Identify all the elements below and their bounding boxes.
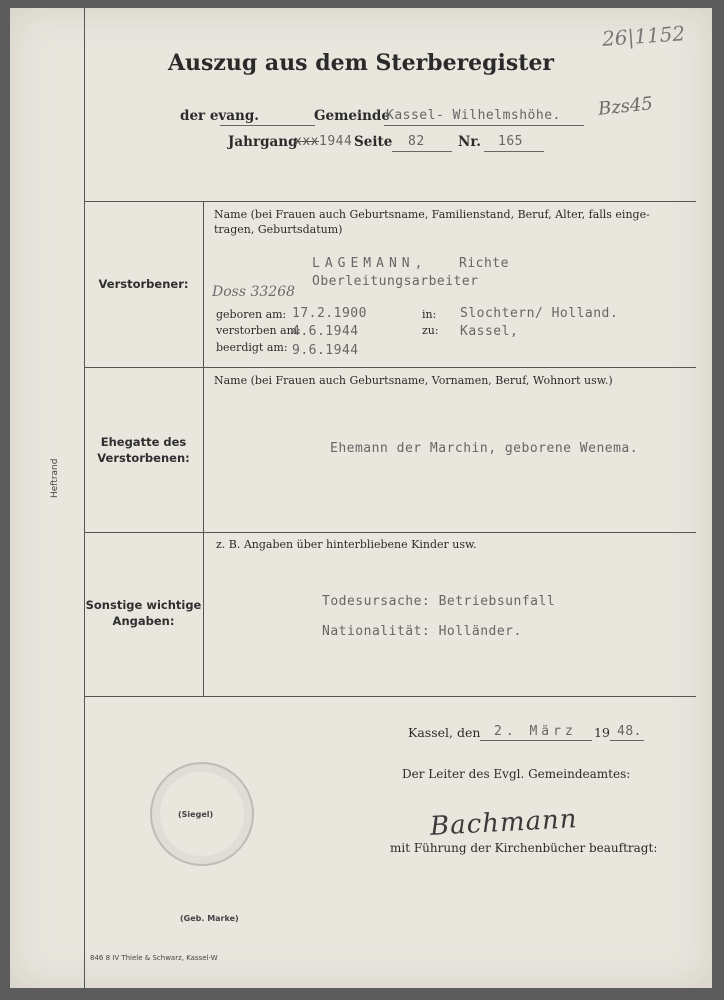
verstorbener-label: Verstorbener:: [98, 277, 189, 291]
zu-value: Kassel,: [460, 324, 519, 339]
verstorbener-hint-line1: Name (bei Frauen auch Geburtsname, Familienstand, Beruf, Alter, falls einge-: [214, 208, 650, 221]
date-day-month: 2. März: [494, 724, 577, 739]
seite-label: Seite: [354, 134, 393, 150]
zu-label: zu:: [422, 324, 439, 337]
sonstige-hint: z. B. Angaben über hinterbliebene Kinder usw.: [216, 538, 477, 551]
evang-underline: [220, 125, 315, 126]
date-underline: [480, 740, 592, 741]
verstorben-value: 4.6.1944: [292, 324, 359, 339]
sonstige-label-line1: Sonstige wichtige: [85, 598, 202, 612]
year-prefix: 19: [594, 725, 610, 740]
gemeinde-label: Gemeinde: [314, 108, 390, 124]
seal-label: (Siegel): [178, 810, 214, 819]
sonstige-label-line2: Angaben:: [112, 614, 175, 628]
seite-value: 82: [408, 134, 425, 149]
mandate-line: mit Führung der Kirchenbücher beauftragt:: [390, 841, 658, 855]
document-title: Auszug aus dem Sterberegister: [167, 50, 555, 76]
row-divider-2: [84, 532, 696, 533]
row-divider-1: [84, 367, 696, 368]
geboren-label: geboren am:: [216, 308, 287, 321]
place-date-prefix: Kassel, den: [408, 725, 481, 740]
sonstige-line2: Nationalität: Holländer.: [322, 624, 522, 639]
jahrgang-struck: xxx: [294, 134, 319, 149]
ehegatte-hint: Name (bei Frauen auch Geburtsname, Vornamen, Beruf, Wohnort usw.): [214, 374, 613, 387]
leader-line: Der Leiter des Evgl. Gemeindeamtes:: [402, 767, 631, 781]
table-top-border: [84, 201, 696, 202]
evang-label: der evang.: [180, 108, 259, 124]
beerdigt-label: beerdigt am:: [216, 341, 288, 354]
gemeinde-underline: [384, 125, 584, 126]
in-value: Slochtern/ Holland.: [460, 306, 619, 321]
geboren-value: 17.2.1900: [292, 306, 367, 321]
signature: Bachmann: [429, 804, 579, 842]
doss-note: Doss 33268: [212, 284, 296, 300]
beerdigt-value: 9.6.1944: [292, 343, 359, 358]
seite-underline: [392, 151, 452, 152]
document-page: [10, 8, 712, 988]
margin-note: Bzs45: [597, 93, 654, 120]
table-bottom-border: [84, 696, 696, 697]
year-suffix: 48.: [617, 724, 642, 739]
ehegatte-label-line2: Verstorbenen:: [97, 451, 190, 465]
table-left-border: [84, 8, 85, 988]
jahrgang-label: Jahrgang: [228, 134, 298, 150]
year-underline: [610, 740, 644, 741]
deceased-occupation: Oberleitungsarbeiter: [312, 274, 479, 289]
in-label: in:: [422, 308, 437, 321]
gemeinde-value: Kassel- Wilhelmshöhe.: [386, 108, 561, 123]
nr-label: Nr.: [458, 134, 481, 150]
nr-underline: [484, 151, 544, 152]
printer-imprint: 846 8 IV Thiele & Schwarz, Kassel-W: [90, 954, 218, 962]
heftrand-label: Heftrand: [50, 458, 60, 498]
sonstige-line1: Todesursache: Betriebsunfall: [322, 594, 556, 609]
stamp-label: (Geb. Marke): [180, 914, 239, 923]
deceased-given-name: Richte: [459, 256, 509, 271]
verstorbener-hint-line2: tragen, Geburtsdatum): [214, 223, 343, 236]
deceased-surname: LAGEMANN,: [312, 256, 428, 271]
archive-number: 26|1152: [601, 21, 686, 51]
jahrgang-value: 1944: [319, 134, 353, 149]
column-divider: [203, 201, 204, 696]
ehegatte-value: Ehemann der Marchin, geborene Wenema.: [330, 441, 639, 456]
verstorben-label: verstorben am:: [216, 324, 301, 337]
nr-value: 165: [498, 134, 523, 149]
ehegatte-label-line1: Ehegatte des: [100, 435, 187, 449]
